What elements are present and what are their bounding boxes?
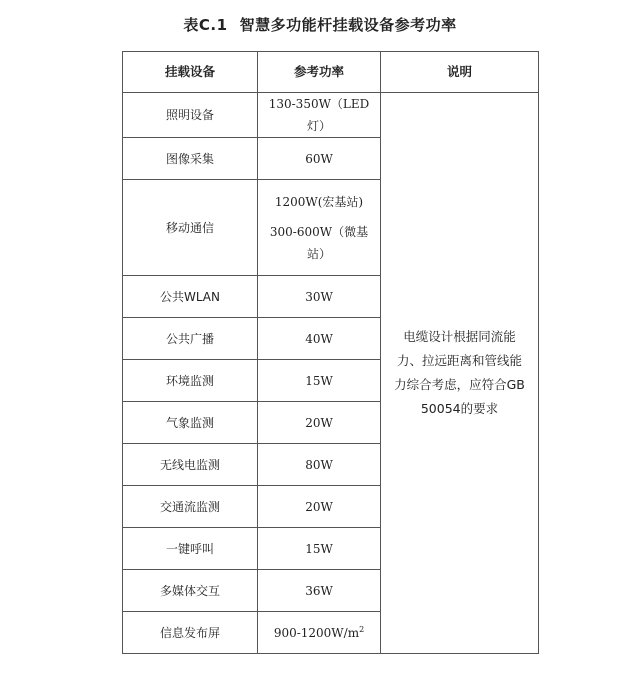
power-reference-table: [122, 51, 539, 654]
device-cell: 移动通信: [123, 180, 258, 276]
header-note: 说明: [381, 52, 539, 93]
table-title: 智慧多功能杆挂载设备参考功率: [239, 16, 457, 34]
power-cell: 15W: [258, 528, 381, 570]
power-cell: 60W: [258, 138, 381, 180]
power-cell: 40W: [258, 318, 381, 360]
device-cell: 图像采集: [123, 138, 258, 180]
header-power: 参考功率: [258, 52, 381, 93]
table-row: [123, 93, 539, 138]
device-cell: 信息发布屏: [123, 612, 258, 654]
device-cell: 环境监测: [123, 360, 258, 402]
device-cell: 一键呼叫: [123, 528, 258, 570]
power-value: 900-1200W/m: [273, 625, 360, 640]
device-cell: 公共WLAN: [123, 276, 258, 318]
device-cell: 公共广播: [123, 318, 258, 360]
power-line: 1200W(宏基站): [274, 194, 364, 209]
power-cell: [258, 180, 381, 276]
power-cell: 36W: [258, 570, 381, 612]
device-cell: 气象监测: [123, 402, 258, 444]
power-cell: [258, 612, 381, 654]
power-line: 300-600W（微基站）: [269, 224, 369, 261]
power-cell: 20W: [258, 402, 381, 444]
table-caption: [0, 14, 640, 35]
power-cell: 130-350W（LED灯）: [258, 93, 381, 138]
device-cell: 照明设备: [123, 93, 258, 138]
power-cell: 30W: [258, 276, 381, 318]
device-cell: 多媒体交互: [123, 570, 258, 612]
device-cell: 交通流监测: [123, 486, 258, 528]
header-row: [123, 52, 539, 93]
table-number: 表C.1: [183, 16, 228, 34]
device-cell: 无线电监测: [123, 444, 258, 486]
power-cell: 15W: [258, 360, 381, 402]
header-device: 挂载设备: [123, 52, 258, 93]
power-cell: 80W: [258, 444, 381, 486]
note-cell: 电缆设计根据同流能力、拉远距离和管线能力综合考虑，应符合GB 50054的要求: [381, 93, 539, 654]
power-cell: 20W: [258, 486, 381, 528]
power-superscript: 2: [359, 624, 365, 634]
